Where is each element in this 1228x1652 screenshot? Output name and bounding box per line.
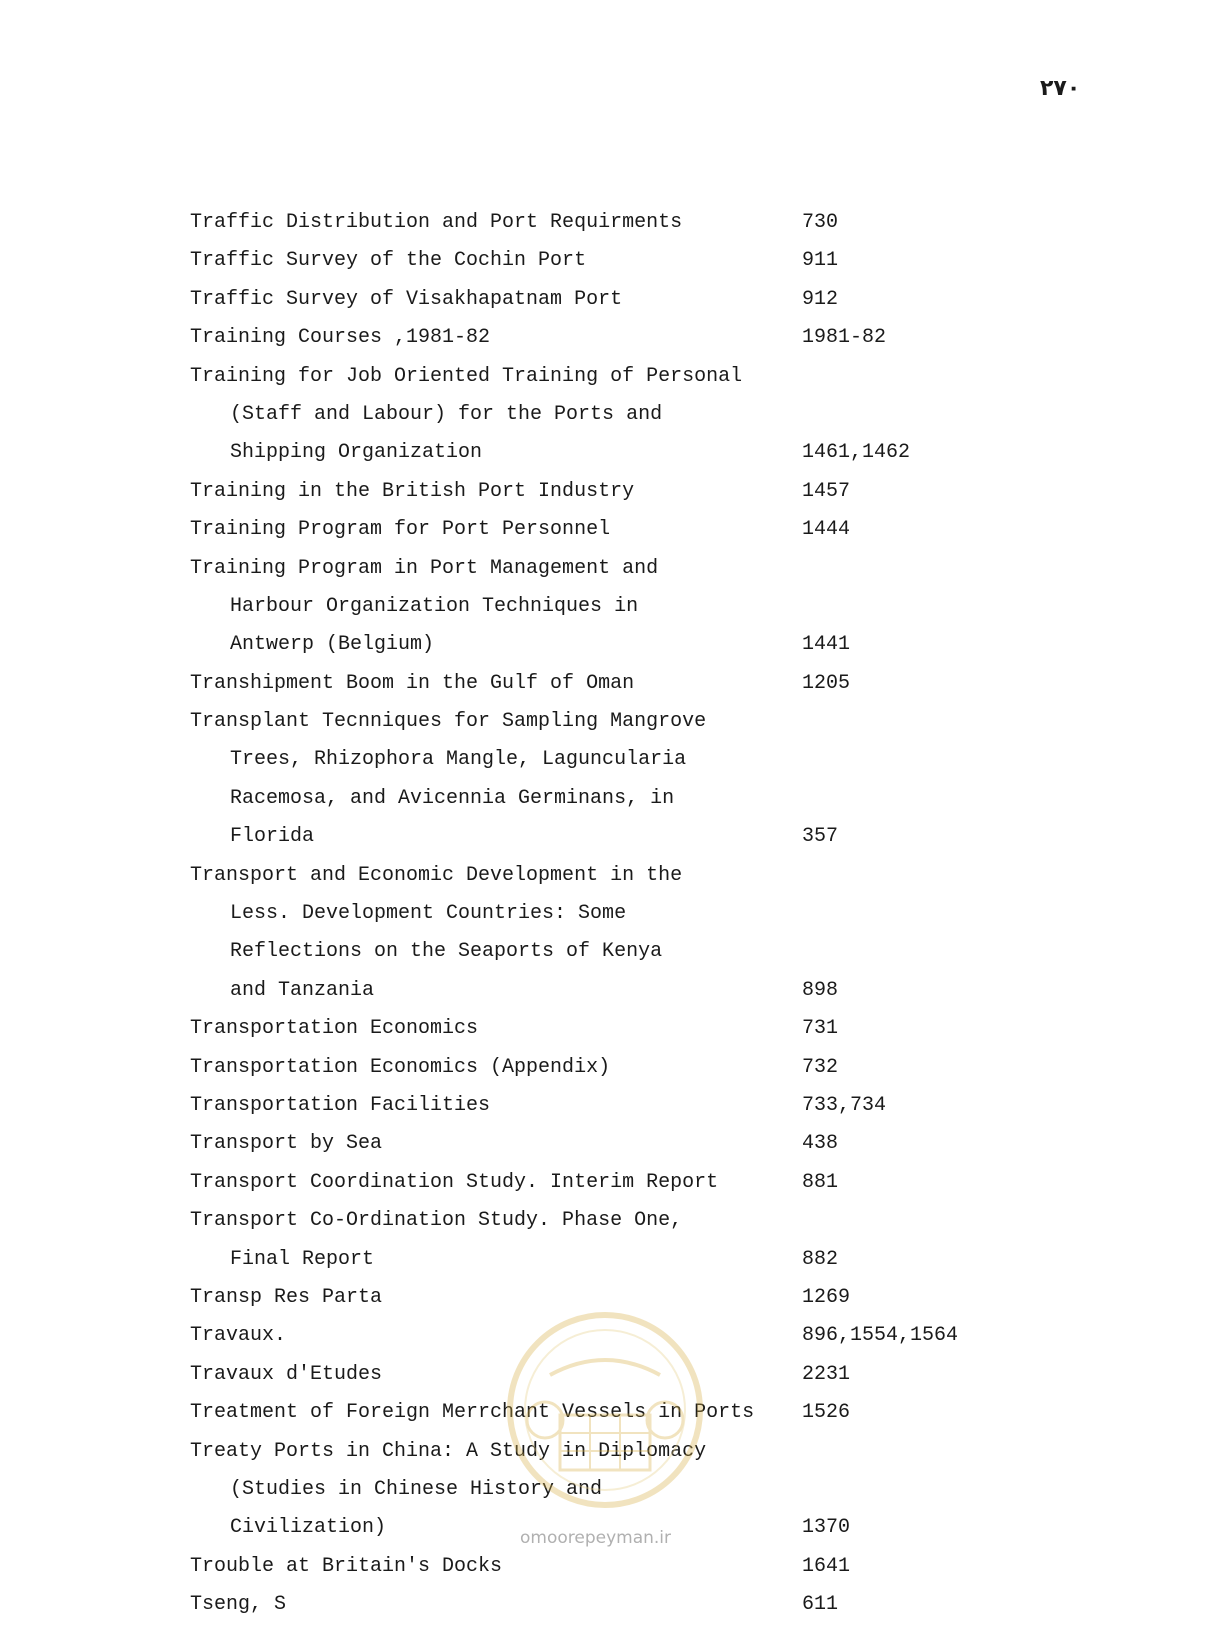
index-entry-line: [190, 1010, 1190, 1048]
entry-title: Training for Job Oriented Training of Personal: [190, 364, 743, 388]
entry-reference-number: 438: [802, 1132, 839, 1156]
entry-reference-number: 730: [802, 211, 839, 234]
entry-reference-number: 1444: [802, 518, 851, 542]
entry-title: Harbour Organization Techniques in: [230, 594, 639, 618]
entry-title: Antwerp (Belgium): [230, 633, 435, 657]
entry-reference-number: 1526: [802, 1401, 851, 1425]
entry-title: Trouble at Britain's Docks: [190, 1554, 503, 1578]
entry-reference-number: 1269: [802, 1285, 851, 1309]
entry-reference-number: 1981-82: [802, 326, 887, 350]
entry-title: Transp Res Parta: [190, 1285, 383, 1309]
entry-reference-number: 1461,1462: [802, 441, 911, 465]
entry-reference-number: 912: [802, 287, 839, 311]
entry-title: Transplant Tecnniques for Sampling Mangrove: [190, 710, 707, 734]
entry-reference-number: 732: [802, 1055, 839, 1079]
entry-reference-number: 2231: [802, 1362, 851, 1386]
index-entry-line: [190, 588, 1190, 626]
entry-title: Travaux.: [190, 1324, 287, 1348]
index-entry-line: [190, 857, 1190, 895]
entry-title: Reflections on the Seaports of Kenya: [230, 940, 663, 964]
index-entry-line: [190, 895, 1190, 933]
entry-reference-number: 911: [802, 249, 839, 273]
entry-reference-number: 1205: [802, 671, 851, 695]
index-entry-line: [190, 1049, 1190, 1087]
index-entry-line: [190, 703, 1190, 741]
entry-title: and Tanzania: [230, 978, 375, 1002]
entry-reference-number: 1441: [802, 633, 851, 657]
entry-title: Shipping Organization: [230, 441, 483, 465]
entry-title: Transhipment Boom in the Gulf of Oman: [190, 671, 635, 695]
entry-title: (Studies in Chinese History and: [230, 1477, 603, 1501]
entry-title: Trees, Rhizophora Mangle, Laguncularia: [230, 748, 687, 772]
index-entry-line: [190, 1164, 1190, 1202]
index-entry-line: [190, 665, 1190, 703]
index-entry-line: [190, 550, 1190, 588]
entry-title: Treatment of Foreign Merrchant Vessels in Ports: [190, 1401, 755, 1425]
index-entry-line: [190, 1125, 1190, 1163]
entry-title: Transport by Sea: [190, 1132, 383, 1156]
index-entry-line: [190, 511, 1190, 549]
entry-title: Transportation Economics (Appendix): [190, 1055, 611, 1079]
entry-reference-number: 611: [802, 1593, 839, 1617]
index-entry-line: [190, 204, 1190, 242]
entry-title: Training Program for Port Personnel: [190, 518, 611, 542]
index-entry-line: [190, 933, 1190, 971]
index-entry-line: [190, 473, 1190, 511]
index-entry-line: [190, 780, 1190, 818]
index-entry-line: [190, 319, 1190, 357]
index-entry-line: [190, 1087, 1190, 1125]
entry-title: Transportation Economics: [190, 1017, 479, 1041]
entry-reference-number: 881: [802, 1170, 839, 1194]
entry-title: Transportation Facilities: [190, 1093, 491, 1117]
entry-reference-number: 1641: [802, 1554, 851, 1578]
entry-title: Florida: [230, 825, 315, 849]
index-entry-line: [190, 281, 1190, 319]
entry-reference-number: 357: [802, 825, 839, 849]
watermark-text: omoorepeyman.ir: [520, 1528, 672, 1548]
entry-title: Training Program in Port Management and: [190, 556, 659, 580]
index-entry-line: [190, 358, 1190, 396]
index-entry-line: [190, 242, 1190, 280]
entry-title: Transport Coordination Study. Interim Report: [190, 1170, 719, 1194]
entry-title: Tseng, S: [190, 1593, 287, 1617]
entry-title: Racemosa, and Avicennia Germinans, in: [230, 786, 675, 810]
index-entry-line: [190, 1586, 1190, 1624]
entry-title: Transport and Economic Development in the: [190, 863, 683, 887]
entry-title: Training Courses ,1981-82: [190, 326, 491, 350]
page-number: ۲۷۰: [1040, 76, 1081, 101]
index-entry-line: [190, 1202, 1190, 1240]
entry-title: Training in the British Port Industry: [190, 479, 635, 503]
index-entry-line: [190, 1548, 1190, 1586]
entry-reference-number: 1457: [802, 479, 851, 503]
entry-reference-number: 733,734: [802, 1093, 887, 1117]
entry-title: Civilization): [230, 1516, 387, 1540]
entry-title: Traffic Survey of the Cochin Port: [190, 249, 587, 273]
entry-title: Less. Development Countries: Some: [230, 902, 627, 926]
entry-reference-number: 731: [802, 1017, 839, 1041]
index-entry-line: [190, 741, 1190, 779]
entry-reference-number: 1370: [802, 1516, 851, 1540]
entry-reference-number: 898: [802, 978, 839, 1002]
index-entry-line: [190, 396, 1190, 434]
entry-title: Final Report: [230, 1247, 375, 1271]
entry-reference-number: 896,1554,1564: [802, 1324, 959, 1348]
index-entry-line: [190, 818, 1190, 856]
entry-title: Travaux d'Etudes: [190, 1362, 383, 1386]
index-entry-line: [190, 972, 1190, 1010]
index-entry-line: [190, 434, 1190, 472]
entry-reference-number: 882: [802, 1247, 839, 1271]
entry-title: Traffic Survey of Visakhapatnam Port: [190, 287, 623, 311]
entry-title: Treaty Ports in China: A Study in Diplomacy: [190, 1439, 707, 1463]
index-entry-line: [190, 1509, 1190, 1547]
entry-title: (Staff and Labour) for the Ports and: [230, 402, 663, 426]
index-entry-line: [190, 626, 1190, 664]
entry-title: Transport Co-Ordination Study. Phase One,: [190, 1209, 683, 1233]
watermark-logo: [500, 1305, 710, 1515]
index-entry-line: [190, 1241, 1190, 1279]
entry-title: Traffic Distribution and Port Requirments: [190, 211, 683, 234]
